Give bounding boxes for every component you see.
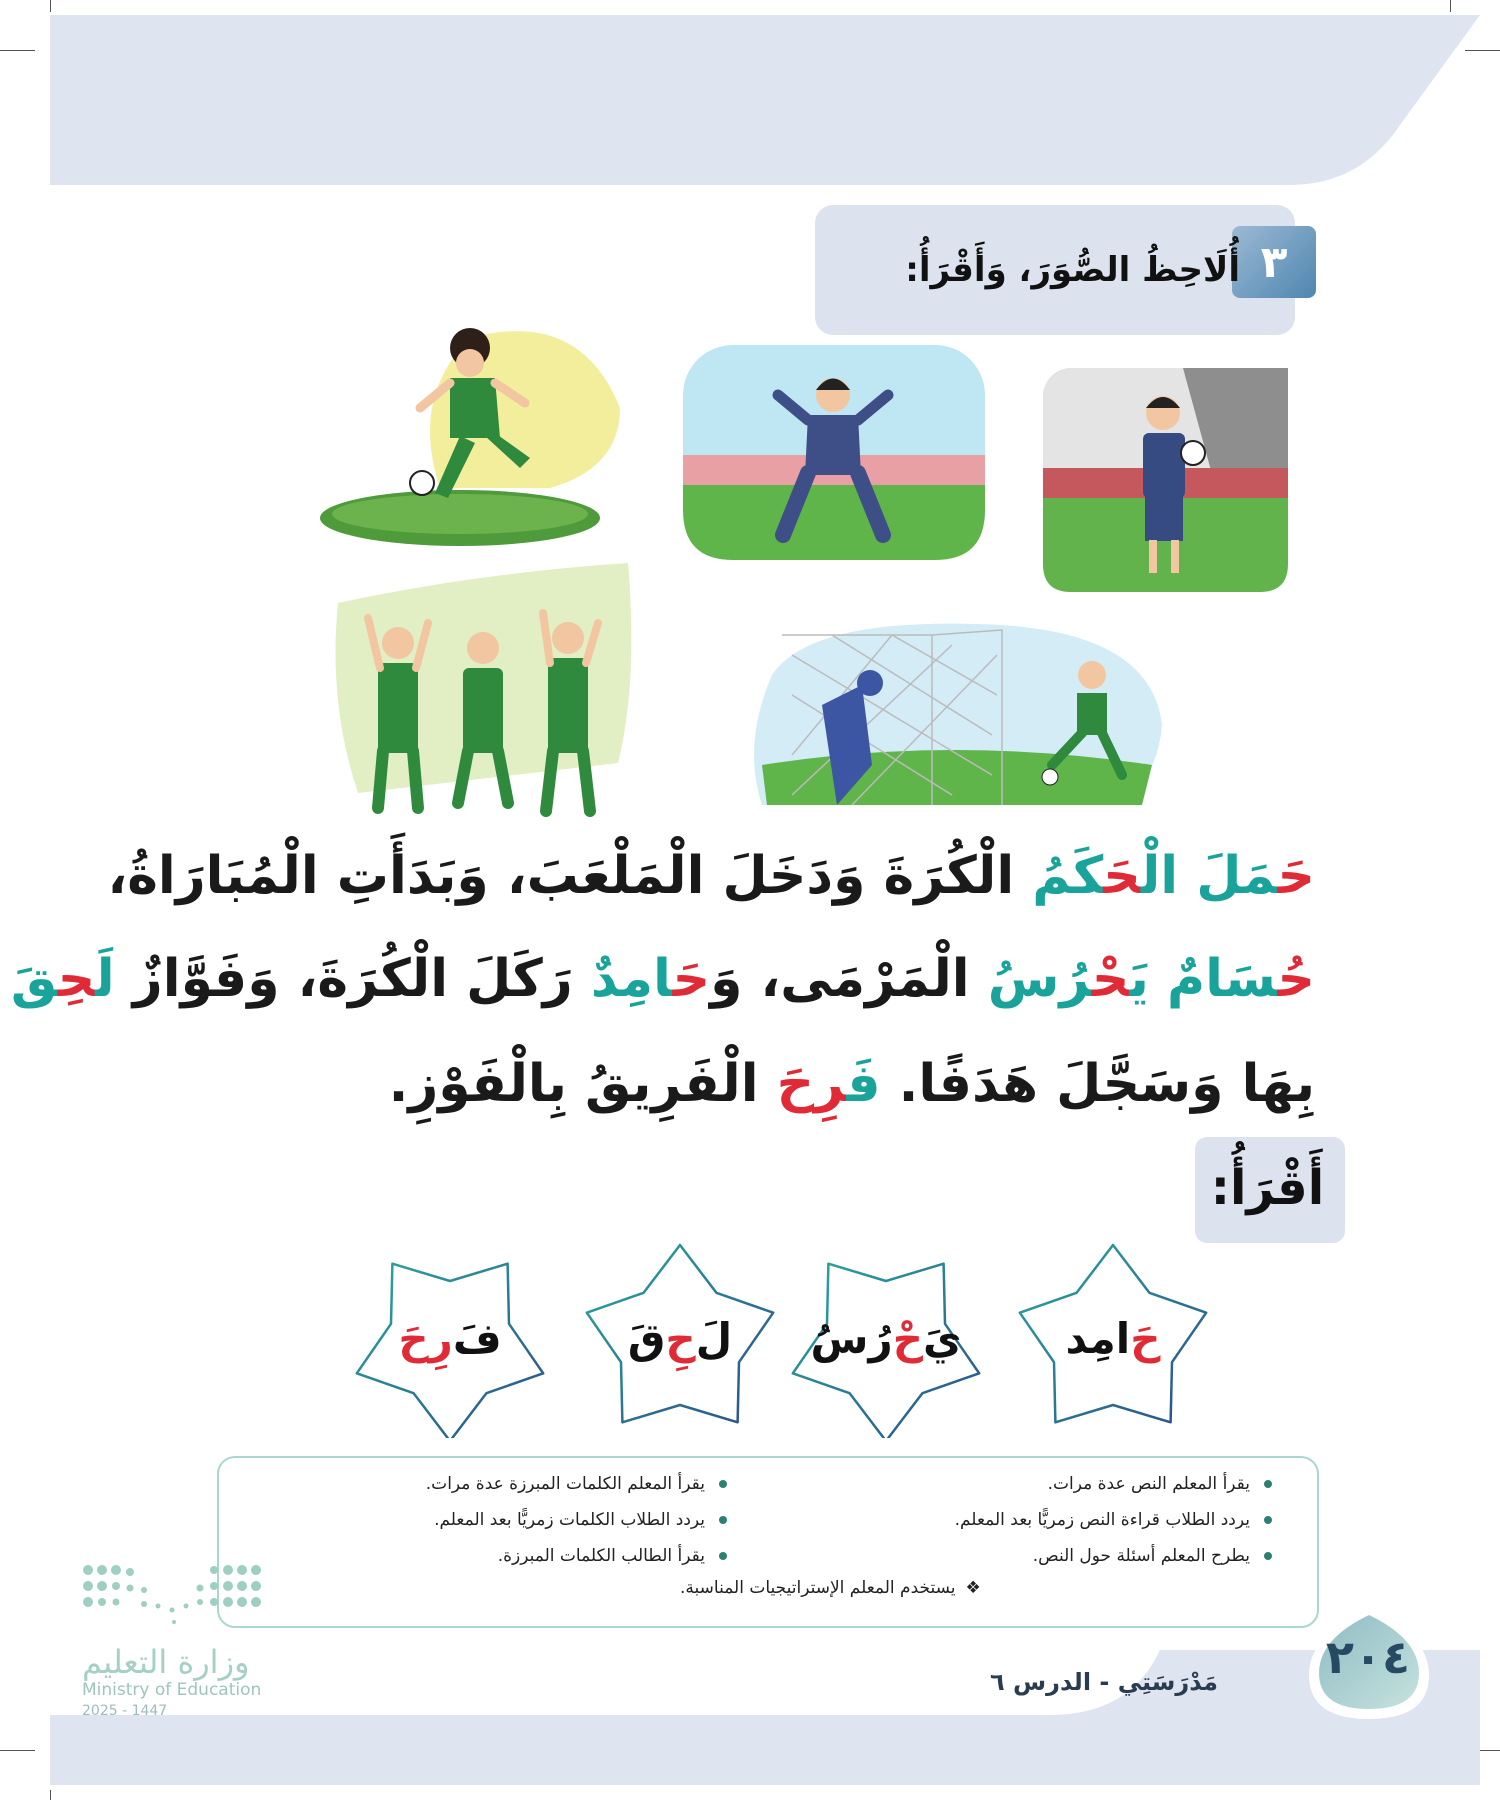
story-segment-teal: رُسُ [987, 949, 1092, 1009]
story-segment-black: رَكَلَ الْكُرَةَ، وَفَوَّازٌ [114, 949, 591, 1009]
story-segment-red: حَ [672, 949, 711, 1009]
teacher-note [426, 1474, 727, 1494]
word-part: امِد [1065, 1313, 1131, 1363]
story-segment-teal: الْ [1140, 846, 1179, 906]
story-segment-teal: امِدٌ [590, 949, 673, 1009]
story-segment-red: رِحَ [776, 1054, 847, 1114]
word-part: لَ [695, 1313, 733, 1363]
illustration-scoring-goal [752, 615, 1162, 813]
bullet-icon [1264, 1480, 1272, 1488]
word-part: يَ [922, 1313, 962, 1363]
story-segment-teal: فَ [846, 1054, 881, 1114]
crop-mark [0, 50, 35, 51]
star-word [1008, 1238, 1218, 1438]
footer-band [50, 1650, 1480, 1785]
notes-footer [680, 1578, 981, 1598]
story-segment-teal: يَ [1129, 949, 1149, 1009]
word-star [575, 1238, 785, 1438]
page-number: ٢٠٤ [1325, 1630, 1411, 1684]
story-segment-teal: لَ [95, 949, 115, 1009]
story-segment-teal: مَلَ [1178, 846, 1278, 906]
word-part-highlight: رِحَ [398, 1313, 453, 1363]
bullet-icon [1264, 1552, 1272, 1560]
bullet-icon [1264, 1516, 1272, 1524]
star-word [345, 1238, 555, 1438]
story-line-3 [388, 1054, 1315, 1114]
illustration-team-celebrating [328, 563, 635, 825]
top-banner [50, 15, 1480, 185]
crop-mark [50, 1790, 51, 1800]
illustration-referee [1043, 368, 1288, 592]
story-line-2 [10, 949, 1315, 1009]
story-segment-red: حْ [1091, 949, 1130, 1009]
illustration-goalkeeper [683, 345, 985, 560]
story-segment-red: حِ [57, 949, 96, 1009]
word-star [1008, 1238, 1218, 1438]
teacher-note [1033, 1546, 1272, 1566]
story-segment-red: حُ [1277, 949, 1315, 1009]
teacher-note-text: يطرح المعلم أسئلة حول النص. [1032, 1546, 1250, 1566]
teacher-note [434, 1510, 727, 1530]
story-segment-black: الْكُرَةَ وَدَخَلَ الْمَلْعَبَ، وَبَدَأَتِ الْمُبَارَاةُ، [107, 846, 1033, 906]
ministry-logo-dots [82, 1562, 267, 1632]
story-segment-red: حَ [1277, 846, 1315, 906]
illustration-player-kicking [320, 318, 640, 548]
section-number: ٣ [1232, 226, 1316, 298]
bullet-icon [719, 1516, 727, 1524]
word-part-highlight: حَ [1130, 1313, 1161, 1363]
bullet-icon [719, 1552, 727, 1560]
story-line-1 [107, 846, 1315, 906]
ministry-logo-english: Ministry of Education [82, 1680, 262, 1700]
star-word [781, 1238, 991, 1438]
word-part: فَ [452, 1313, 502, 1363]
story-segment-black: الْمَرْمَى، وَ [710, 949, 988, 1009]
star-word [575, 1238, 785, 1438]
ministry-logo-arabic: وزارة التعليم [82, 1643, 250, 1681]
word-part-highlight: حْ [892, 1313, 923, 1363]
story-segment-teal: كَمُ [1032, 846, 1104, 906]
story-segment-black: بِهَا وَسَجَّلَ هَدَفًا. [880, 1054, 1315, 1114]
teacher-note [498, 1546, 727, 1566]
teacher-note-text: يقرأ الطالب الكلمات المبرزة. [497, 1546, 705, 1566]
crop-mark [50, 0, 51, 12]
diamond-bullet-icon: ❖ [965, 1578, 981, 1598]
story-segment-teal: قَ [10, 949, 58, 1009]
teacher-note [1048, 1474, 1272, 1494]
story-segment-black: الْفَرِيقُ بِالْفَوْزِ. [388, 1054, 777, 1114]
story-segment-teal: سَامٌ [1148, 949, 1278, 1009]
lesson-title: مَدْرَسَتِي - الدرس ٦ [990, 1668, 1218, 1696]
read-label: أَقْرَأُ: [1210, 1160, 1325, 1216]
teacher-note-text: يردد الطلاب الكلمات زمريًّا بعد المعلم. [434, 1510, 705, 1530]
word-star [345, 1238, 555, 1438]
crop-mark [1450, 0, 1451, 12]
crop-mark [0, 1750, 35, 1751]
teacher-note-text: يردد الطلاب قراءة النص زمريًّا بعد المعلم. [954, 1510, 1250, 1530]
word-star [781, 1238, 991, 1438]
ministry-logo-year: 2025 - 1447 [82, 1703, 168, 1719]
teacher-note [955, 1510, 1272, 1530]
story-segment-red: حَ [1103, 846, 1141, 906]
word-part: قَ [627, 1313, 666, 1363]
word-part-highlight: حِ [665, 1313, 696, 1363]
teacher-note-text: يقرأ المعلم الكلمات المبرزة عدة مرات. [425, 1474, 705, 1494]
bullet-icon [719, 1480, 727, 1488]
notes-footer-text: يستخدم المعلم الإستراتيجيات المناسبة. [680, 1578, 956, 1598]
word-part: رُسُ [810, 1313, 893, 1363]
teacher-note-text: يقرأ المعلم النص عدة مرات. [1047, 1474, 1250, 1494]
section-heading: أُلَاحِظُ الصُّوَرَ، وَأَقْرَأُ: [905, 250, 1240, 290]
